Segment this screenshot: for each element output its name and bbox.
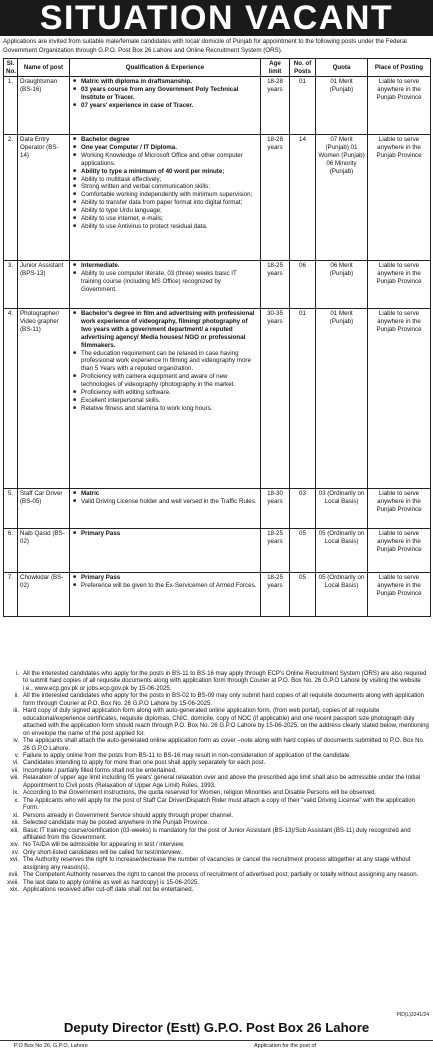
header-quota: Quota (316, 59, 368, 77)
cell-age-limit: 18-25 years (261, 529, 290, 573)
cell-place-of-posting: Liable to serve anywhere in the Punjab Province (368, 261, 431, 309)
qualification-item: ■ 03 years course from any Government Poly Technical Institute or Tracer. (72, 86, 258, 102)
instruction-item (3, 774, 430, 789)
cell-no-of-posts: 05 (290, 573, 316, 617)
page-title: SITUATION VACANT (0, 0, 433, 36)
cell-no-of-posts: 01 (290, 77, 316, 135)
instruction-text: No TA/DA will be admissible for appearing in test / interview. (23, 841, 185, 849)
qualification-item: ■ Proficiency with camera equipment and aware of new technologies of videography /photography in the market. (72, 373, 258, 389)
cell-place-of-posting: Liable to serve anywhere in the Punjab Province (368, 309, 431, 489)
qualification-item: ■ Ability to use internet, e-mails; (72, 215, 258, 223)
header-qualification: Qualification & Experience (70, 59, 261, 77)
instruction-text: The last date to apply (online as well as hardcopy) is 15-06-2025. (23, 878, 200, 886)
cell-sl-no: 6. (4, 529, 18, 573)
instruction-number: ix. (12, 789, 19, 797)
cell-place-of-posting: Liable to serve anywhere in the Punjab Province (368, 489, 431, 529)
header-place-of-posting: Place of Posting (368, 59, 431, 77)
instruction-item (3, 849, 430, 856)
qualification-item: ■ Ability to use computer literate. 03 (three) weeks basic IT training course (including MS Office) recognized by Government. (72, 270, 258, 294)
qualification-item: ■ Preference will be given to the Ex-Servicemen of Armed Forces. (72, 582, 258, 590)
instruction-text: Basic IT training course/certification (03-weeks) is mandatory for the post of Junior Assistant (BS-13)/Sub Assistant (BS-11) duly recognized and affiliated from the Government. (23, 826, 411, 841)
instruction-text: The Authority reserves the right to increase/decrease the number of vacancies or cancel the recruitment process altogether at any stage without assigning any reason(s). (23, 856, 411, 871)
instruction-text: Failure to apply online from the posts from BS-11 to BS-16 may result in non-consideration of application of the candidate. (23, 751, 352, 759)
qualification-item: ■ Relative fitness and stamina to work long hours. (72, 405, 258, 413)
cell-qualification (70, 261, 261, 309)
header-sl-no: Sl. No. (4, 59, 18, 77)
cell-qualification (70, 489, 261, 529)
instruction-number: xvi. (9, 856, 19, 864)
instruction-item (3, 871, 430, 878)
instruction-number: iv. (13, 737, 19, 745)
instruction-number: vi. (12, 759, 19, 767)
instruction-item (3, 670, 430, 692)
instruction-text: The Competent Authority reserves the right to cancel the process of recruitment of advertised post; partially or totally without assigning any reason. (23, 871, 419, 879)
qualification-item: ■ Primary Pass (72, 530, 258, 538)
instruction-number: xii. (11, 819, 19, 827)
header-post-name: Name of post (18, 59, 70, 77)
table-header-row (4, 59, 431, 77)
cell-quota: 01 Merit (Punjab) (316, 77, 368, 135)
cell-sl-no: 2. (4, 135, 18, 261)
envelope-address: P.O Box No 26, G.P.O, Lahore (14, 1043, 88, 1049)
instruction-text: Relaxation of upper age limit including 05 years' general relaxation over and above the prescribed age limit shall also be admissible under the Initial Appointment to Civil posts (Relaxation of Upper Age Limit) Rules, 1993. (23, 774, 421, 789)
qualification-item: ■ Matric (72, 490, 258, 498)
instruction-number: xiv. (10, 841, 19, 849)
instruction-item (3, 707, 430, 737)
instruction-number: xi. (12, 811, 19, 819)
envelope-strip (0, 1040, 433, 1056)
qualification-item: ■ Bachelor's degree in film and advertising with professional work experience of videography, filming/ photography of two years with a government department/ a reputed advertising agency/ Media houses/ NGO or professional filmmakers. (72, 310, 258, 350)
cell-post-name: Staff Car Driver (BS-05) (18, 489, 70, 529)
instruction-text: All the interested candidates who apply for the posts in BS-11 to BS-16 may apply through ECP's Online Recruitment System (ORS) are also required to submit hard copies of all requisite documents along with application form through Courier at P.O. Box No. 26 G.P.O Lahore by visiting the website i.e., www.ecp.gov.pk or jobs.ecp.gov.pk by 15-06-2025. (23, 670, 427, 692)
instruction-number: x. (14, 796, 19, 804)
instruction-item (3, 812, 430, 819)
instruction-text: Candidates intending to apply for more than one post shall apply separately for each post. (23, 759, 266, 767)
instruction-item (3, 737, 430, 752)
instruction-text: Selected candidate may be posted anywhere in the Punjab Province. (23, 819, 209, 827)
qualification-item: ■ Matric with diploma in draftsmanship. (72, 78, 258, 86)
instruction-item (3, 879, 430, 886)
cell-place-of-posting: Liable to serve anywhere in the Punjab Province (368, 529, 431, 573)
instruction-number: xiii. (10, 826, 19, 834)
qualification-item: ■ One year Computer / IT Diploma. (72, 144, 258, 152)
cell-post-name: Data Entry Operator (BS-14) (18, 135, 70, 261)
cell-qualification (70, 573, 261, 617)
instruction-item (3, 827, 430, 842)
instruction-text: Applications received after cut-off date shall not be entertained. (23, 886, 194, 894)
cell-quota: 05 (Ordinarily on Local Basis) (316, 529, 368, 573)
instruction-text: Incomplete / partially filled forms shall not be entertained. (23, 766, 177, 774)
table-row (4, 573, 431, 617)
cell-quota: 03 (Ordinarily on Local Basis) (316, 489, 368, 529)
instruction-text: All the interested candidates who apply for the posts in BS-02 to BS-09 may only submit hard copies of all requisite documents along with application form through Courier at P.O. Box No. 26 G.P.O Lahore by 15-06-2025. (23, 692, 425, 707)
instruction-number: viii. (10, 774, 19, 782)
qualification-item: ■ Strong written and verbal communication skills; (72, 183, 258, 191)
qualification-item: ■ Ability to multitask effectively; (72, 176, 258, 184)
instruction-item (3, 692, 430, 707)
qualification-item: ■ Ability to use Antivirus to protect residual data. (72, 223, 258, 231)
intro-text: Applications are invited from suitable male/female candidates with local/ domicile of Punjab for appointment to the following posts under the Federal Government Organization through G.P.O. Post Box 26 Lahore and Online Recruitment System (ORS). (3, 38, 407, 54)
cell-qualification (70, 77, 261, 135)
header-age-limit: Age limit (261, 59, 290, 77)
cell-place-of-posting: Liable to serve anywhere in the Punjab Province (368, 135, 431, 261)
cell-age-limit: 18-28 years (261, 77, 290, 135)
cell-post-name: Photographer/ Video grapher (BS-11) (18, 309, 70, 489)
instruction-text: According to the Government instructions, the quota reserved for Women, religion Minorities and Disable Persons will be observed. (23, 789, 377, 797)
instruction-text: Only short-listed candidates will be called for test/interview. (23, 848, 182, 856)
cell-sl-no: 3. (4, 261, 18, 309)
cell-age-limit: 18-25 years (261, 573, 290, 617)
cell-quota: 01 Merit (Punjab) (316, 309, 368, 489)
instruction-item (3, 759, 430, 766)
qualification-item: ■ Valid Driving License holder and well versed in the Traffic Rules. (72, 498, 258, 506)
instruction-item (3, 841, 430, 848)
cell-age-limit: 18-28 years (261, 135, 290, 261)
reference-code: PID(L)3241/24 (396, 1012, 429, 1018)
cell-no-of-posts: 06 (290, 261, 316, 309)
cell-quota: 05 (Ordinarily on Local Basis) (316, 573, 368, 617)
qualification-item: ■ 07 years' experience in case of Tracer. (72, 102, 258, 110)
cell-sl-no: 5. (4, 489, 18, 529)
footer-address: Deputy Director (Estt) G.P.O. Post Box 26 Lahore (63, 1020, 370, 1035)
cell-sl-no: 4. (4, 309, 18, 489)
qualification-item: ■ Working Knowledge of Microsoft Office and other computer applications. (72, 152, 258, 168)
instruction-text: The Applicants who will apply for the post of Staff Car Driver/Dispatch Rider must attach a copy of their "valid Driving License" with the application Form. (23, 796, 416, 812)
instruction-item (3, 886, 430, 893)
instructions-list (3, 670, 430, 894)
instruction-item (3, 819, 430, 826)
cell-qualification (70, 529, 261, 573)
instruction-item (3, 752, 430, 759)
instruction-number: xv. (11, 848, 19, 856)
qualification-item: ■ Primary Pass (72, 574, 258, 582)
instruction-number: xix. (9, 886, 19, 894)
envelope-post-label: Application for the post of (254, 1043, 317, 1049)
instruction-number: xvii. (8, 871, 19, 879)
table-row (4, 77, 431, 135)
cell-age-limit: 18-25 years (261, 261, 290, 309)
vacancy-table (3, 58, 431, 617)
instruction-text: The applicants shall attach the auto-generated online application form as cover –note along with hard copies of documents submitted to P.O. Box No. 26 G.P.O Lahore. (23, 737, 425, 752)
instruction-item (3, 797, 430, 812)
cell-no-of-posts: 01 (290, 309, 316, 489)
qualification-item: ■ The education requirement can be relaxed in case having professional work experience In filming and videography more than 5 Years with a reputed organization. (72, 350, 258, 374)
cell-qualification (70, 309, 261, 489)
cell-post-name: Chowkidar (BS-02) (18, 573, 70, 617)
qualification-item: ■ Bachelor degree (72, 136, 258, 144)
instruction-number: vii. (11, 766, 19, 774)
instruction-text: Hard copy of duly signed application form along with auto-generated online application form, (from web portal), copies of all requisite educational/experience certificates, requisite diplomas, CNIC, domicile, copy of NOC (if applicable) and one recent passport size photograph duly attached with the application form should reach through P.O. Box No. 26 G.P.O Lahore by 15-06-2025, on the address clearly stated below, mentioning on envelope the name of the post applied for. (23, 707, 429, 737)
cell-quota: 06 Merit (Punjab) (316, 261, 368, 309)
instruction-item (3, 789, 430, 796)
table-row (4, 529, 431, 573)
cell-no-of-posts: 14 (290, 135, 316, 261)
cell-no-of-posts: 03 (290, 489, 316, 529)
table-row (4, 135, 431, 261)
instruction-number: ii. (14, 692, 19, 700)
cell-post-name: Junior Assistant (BPS-13) (18, 261, 70, 309)
instruction-item (3, 767, 430, 774)
table-row (4, 261, 431, 309)
qualification-item: ■ Proficiency with editing software. (72, 389, 258, 397)
cell-sl-no: 7. (4, 573, 18, 617)
qualification-item: ■ Comfortable working independently with minimum supervision; (72, 191, 258, 199)
cell-quota: 07 Merit (Punjab) 01 Women (Punjab) 06 Minority (Punjab) (316, 135, 368, 261)
qualification-item: ■ Intermediate. (72, 262, 258, 270)
cell-age-limit: 18-30 years (261, 489, 290, 529)
instruction-item (3, 856, 430, 871)
instruction-number: iii. (13, 707, 19, 715)
cell-place-of-posting: Liable to serve anywhere in the Punjab Province (368, 77, 431, 135)
qualification-item: ■ Excellent interpersonal skills. (72, 397, 258, 405)
cell-post-name: Draughtsman (BS-16) (18, 77, 70, 135)
cell-place-of-posting: Liable to serve anywhere in the Punjab Province (368, 573, 431, 617)
cell-no-of-posts: 05 (290, 529, 316, 573)
instruction-number: i. (15, 670, 19, 677)
header-no-of-posts: No. of Posts (290, 59, 316, 77)
cell-post-name: Naib Qasid (BS-02) (18, 529, 70, 573)
instruction-text: Persons already in Government Service should apply through proper channel. (23, 811, 234, 819)
qualification-item: ■ Ability to type a minimum of 40 word per minute; (72, 168, 258, 176)
instruction-number: v. (14, 751, 19, 759)
table-row (4, 309, 431, 489)
cell-qualification (70, 135, 261, 261)
qualification-item: ■ Ability to transfer data from paper format into digital format; (72, 199, 258, 207)
table-row (4, 489, 431, 529)
qualification-item: ■ Ability to type Urdu language; (72, 207, 258, 215)
cell-age-limit: 30-35 years (261, 309, 290, 489)
instruction-number: xviii. (7, 878, 19, 886)
cell-sl-no: 1. (4, 77, 18, 135)
